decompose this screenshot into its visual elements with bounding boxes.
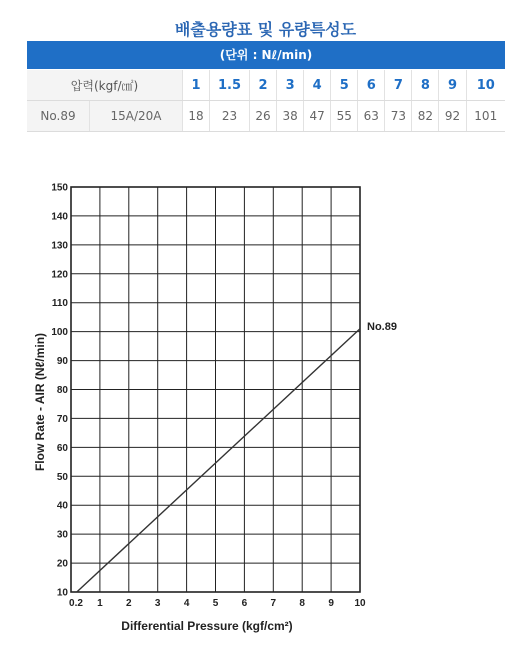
y-tick-label: 110 [51, 298, 68, 310]
pressure-cell: 7 [385, 70, 412, 101]
model-cell: No.89 [27, 101, 90, 132]
flow-row [27, 101, 505, 132]
chart-grid [71, 187, 360, 592]
x-axis-label: Differential Pressure (kgf/cm²) [121, 619, 293, 633]
pressure-cell: 8 [412, 70, 439, 101]
x-tick-label: 7 [270, 598, 277, 609]
pressure-cell: 1 [183, 70, 210, 101]
y-tick-label: 20 [56, 558, 68, 570]
y-tick-label: 60 [56, 442, 68, 454]
flow-chart [20, 175, 420, 637]
pressure-cell: 1.5 [210, 70, 250, 101]
series-label: No.89 [367, 320, 397, 333]
chart-series [77, 321, 397, 592]
port-cell: 15A/20A [90, 101, 183, 132]
flow-cell: 55 [331, 101, 358, 132]
flow-cell: 18 [183, 101, 210, 132]
flow-cell: 73 [385, 101, 412, 132]
flow-cell: 101 [466, 101, 505, 132]
pressure-row [27, 70, 505, 101]
x-tick-label: 5 [212, 598, 219, 609]
series-line [77, 329, 360, 592]
pressure-cell: 4 [304, 70, 331, 101]
x-tick-label: 9 [328, 598, 334, 609]
y-tick-label: 10 [56, 587, 68, 599]
page-title: 배출용량표 및 유량특성도 [174, 20, 357, 39]
x-tick-label: 3 [154, 598, 161, 609]
y-tick-label: 80 [56, 385, 68, 396]
flow-cell: 63 [358, 101, 385, 132]
flow-cell: 38 [277, 101, 304, 132]
pressure-cell: 3 [277, 70, 304, 101]
pressure-cell: 10 [466, 70, 505, 101]
y-tick-label: 140 [51, 211, 68, 223]
x-tick-label: 10 [354, 598, 366, 609]
flow-cell: 92 [439, 101, 466, 132]
pressure-cell: 6 [358, 70, 385, 101]
pressure-cell: 5 [331, 70, 358, 101]
y-tick-label: 120 [51, 269, 68, 281]
x-tick-label: 8 [299, 598, 305, 609]
y-tick-label: 70 [56, 413, 68, 425]
x-tick-label: 0.2 [69, 598, 83, 609]
y-tick-label: 50 [56, 471, 68, 483]
y-axis-label: Flow Rate - AIR (Nℓ/min) [33, 332, 47, 472]
pressure-cell: 9 [439, 70, 466, 101]
x-tick-labels [69, 598, 366, 609]
x-tick-label: 2 [126, 598, 132, 609]
y-tick-label: 130 [51, 240, 68, 252]
y-tick-label: 150 [51, 182, 68, 194]
x-tick-label: 6 [241, 598, 248, 609]
y-tick-label: 100 [51, 327, 68, 339]
unit-band: (단위 : Nℓ/min) [27, 41, 505, 69]
flow-capacity-table [27, 70, 505, 132]
x-tick-label: 1 [97, 598, 103, 609]
flow-cell: 23 [210, 101, 250, 132]
pressure-label: 압력(kgf/㎠) [27, 70, 183, 101]
pressure-cell: 2 [250, 70, 277, 101]
y-tick-label: 30 [56, 529, 68, 541]
x-tick-label: 4 [183, 598, 190, 609]
y-tick-labels [51, 183, 68, 599]
y-tick-label: 90 [56, 356, 68, 368]
y-tick-label: 40 [56, 500, 68, 512]
flow-cell: 26 [250, 101, 277, 132]
flow-cell: 82 [412, 101, 439, 132]
flow-cell: 47 [304, 101, 331, 132]
